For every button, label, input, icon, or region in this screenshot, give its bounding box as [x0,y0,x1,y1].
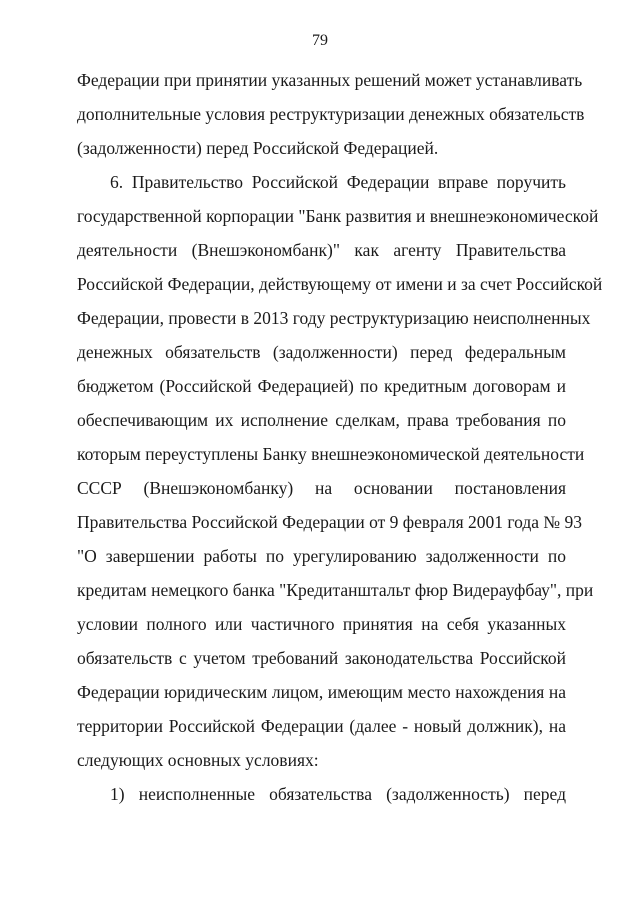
text-line: следующих основных условиях: [77,750,319,770]
text-line: обязательств с учетом требований законодательства Российской [77,648,566,668]
list-item-1-first-line: 1) неисполненные обязательства (задолженность) перед [110,784,566,804]
text-line: Федерации, провести в 2013 году реструктуризацию неисполненных [77,308,591,328]
text-line: кредитам немецкого банка "Кредитанштальт фюр Видерауфбау", при [77,580,594,600]
text-line: СССР (Внешэкономбанку) на основании постановления [77,478,566,498]
text-line: территории Российской Федерации (далее - новый должник), на [77,716,566,736]
text-line: государственной корпорации "Банк развития и внешнеэкономической [77,206,599,226]
text-line: бюджетом (Российской Федерацией) по кредитным договорам и [77,376,566,396]
text-line: Федерации при принятии указанных решений может устанавливать [77,70,583,90]
text-line: условии полного или частичного принятия на себя указанных [77,614,566,634]
text-line: "О завершении работы по урегулированию задолженности по [77,546,566,566]
text-line: обеспечивающим их исполнение сделкам, права требования по [77,410,566,430]
text-line: Российской Федерации, действующему от имени и за счет Российской [77,274,603,294]
text-line: которым переуступлены Банку внешнеэкономической деятельности [77,444,585,464]
text-line: (задолженности) перед Российской Федерацией. [77,138,439,158]
page-number: 79 [312,32,328,49]
text-line: денежных обязательств (задолженности) перед федеральным [77,342,566,362]
text-line: Правительства Российской Федерации от 9 февраля 2001 года № 93 [77,512,582,532]
text-line: дополнительные условия реструктуризации денежных обязательств [77,104,585,124]
paragraph-6-first-line: 6. Правительство Российской Федерации вправе поручить [110,172,566,192]
text-line: деятельности (Внешэкономбанк)" как агенту Правительства [77,240,566,260]
text-line: Федерации юридическим лицом, имеющим место нахождения на [77,682,566,702]
